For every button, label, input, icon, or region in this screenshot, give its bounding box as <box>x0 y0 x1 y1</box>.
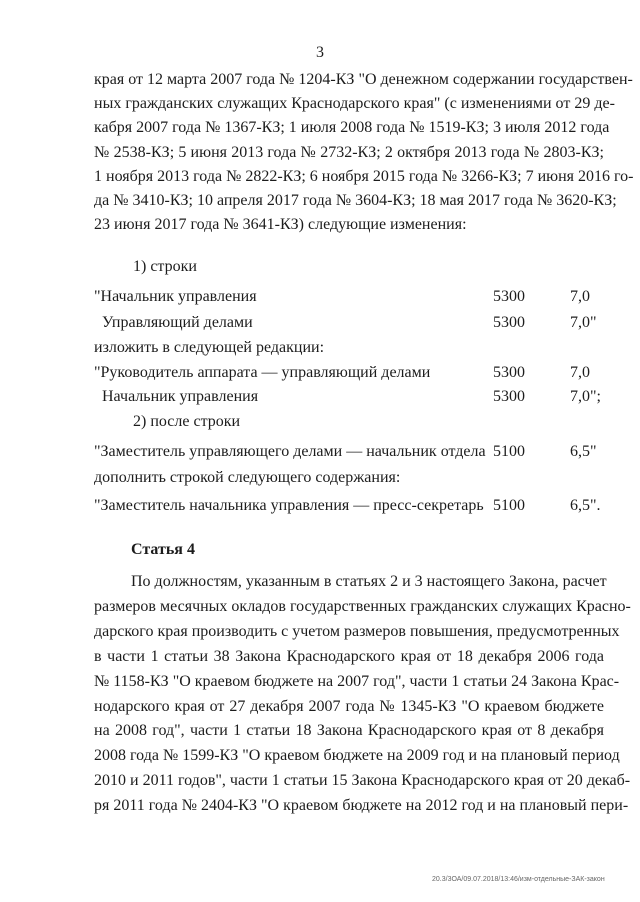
text-line: № 1158-КЗ "О краевом бюджете на 2007 год", части 1 статьи 24 Закона Крас- <box>94 673 620 690</box>
text-line: в части 1 статьи 38 Закона Краснодарского края от 18 декабря 2006 года <box>94 648 604 665</box>
text-line: 23 июня 2017 года № 3641-КЗ) следующие изменения: <box>94 216 467 233</box>
text-line: на 2008 год", части 1 статьи 18 Закона Краснодарского края от 8 декабря <box>94 722 604 739</box>
text-line: края от 12 марта 2007 года № 1204-КЗ "О денежном содержании государствен- <box>94 71 633 88</box>
coefficient: 7,0" <box>570 314 597 331</box>
text-line: ря 2011 года № 2404-КЗ "О краевом бюджете на 2012 год и на плановый пери- <box>94 797 629 814</box>
position-name: "Руководитель аппарата — управляющий делами <box>94 364 431 381</box>
salary-code: 5300 <box>493 364 525 381</box>
page-number: 3 <box>316 44 324 61</box>
text-line: 1 ноября 2013 года № 2822-КЗ; 6 ноября 2015 года № 3266-КЗ; 7 июня 2016 го- <box>94 168 634 185</box>
document-footer: 20.3/3ОА/09.07.2018/13:46/изм-отдельные-ЗАК-закон <box>432 876 605 883</box>
text-line: 2008 года № 1599-КЗ "О краевом бюджете на 2009 год и на плановый период <box>94 747 620 764</box>
text-line: дарского края производить с учетом размеров повышения, предусмотренных <box>94 623 620 640</box>
coefficient: 6,5". <box>570 497 601 514</box>
text-line: изложить в следующей редакции: <box>94 339 325 356</box>
coefficient: 7,0 <box>570 364 590 381</box>
position-name: "Заместитель начальника управления — пресс-секретарь <box>94 497 484 514</box>
text-line: размеров месячных окладов государственных гражданских служащих Красно- <box>94 598 631 615</box>
salary-code: 5300 <box>493 288 525 305</box>
text-line: По должностям, указанным в статьях 2 и 3 настоящего Закона, расчет <box>131 573 607 590</box>
salary-code: 5100 <box>493 497 525 514</box>
salary-code: 5100 <box>493 443 525 460</box>
salary-code: 5300 <box>493 388 525 405</box>
position-name: "Начальник управления <box>94 288 257 305</box>
text-line: кабря 2007 года № 1367-КЗ; 1 июля 2008 года № 1519-КЗ; 3 июля 2012 года <box>94 119 610 136</box>
text-line: № 2538-КЗ; 5 июня 2013 года № 2732-КЗ; 2 октября 2013 года № 2803-КЗ; <box>94 144 604 161</box>
coefficient: 7,0"; <box>570 388 601 405</box>
salary-code: 5300 <box>493 314 525 331</box>
text-line: да № 3410-КЗ; 10 апреля 2017 года № 3604-КЗ; 18 мая 2017 года № 3620-КЗ; <box>94 192 617 209</box>
position-name: Управляющий делами <box>102 314 253 331</box>
text-line: нодарского края от 27 декабря 2007 года № 1345-КЗ "О краевом бюджете <box>94 698 604 715</box>
text-line: 2010 и 2011 годов", части 1 статьи 15 Закона Краснодарского края от 20 декаб- <box>94 772 631 789</box>
text-line: дополнить строкой следующего содержания: <box>94 469 401 486</box>
position-name: Начальник управления <box>102 388 259 405</box>
coefficient: 7,0 <box>570 288 590 305</box>
text-line: ных гражданских служащих Краснодарского края" (с изменениями от 29 де- <box>94 95 615 112</box>
article-heading: Статья 4 <box>131 541 195 558</box>
list-item-2: 2) после строки <box>133 413 241 430</box>
coefficient: 6,5" <box>570 443 597 460</box>
position-name: "Заместитель управляющего делами — начальник отдела <box>94 443 486 460</box>
list-item-1: 1) строки <box>133 258 197 275</box>
